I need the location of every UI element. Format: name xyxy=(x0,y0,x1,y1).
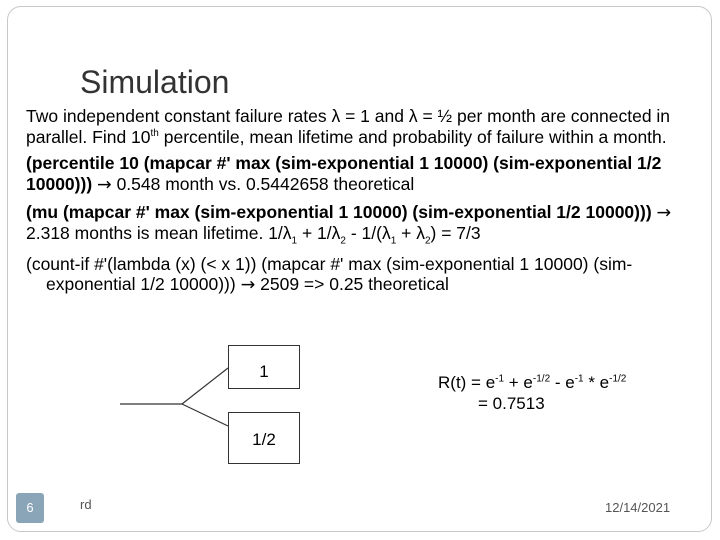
percentile-result: 0.548 month vs. 0.5442658 theoretical xyxy=(111,173,415,194)
component-box-bottom: 1/2 xyxy=(228,412,300,464)
reliability-line-2: = 0.7513 xyxy=(478,394,545,414)
arrow-icon: → xyxy=(656,202,672,223)
count-line xyxy=(26,254,696,296)
reliability-formula xyxy=(438,372,626,415)
footer-author: rd xyxy=(80,497,92,512)
mean-line: (mu (mapcar #' max (sim-exponential 1 10000) (sim-exponential 1/2 10000))) → 2.318 months is mean lifetime. $1/\lambda_1 + 1/\lambda_2 - 1/(\lambda_1 + \lambda_2) = 7/3$ xyxy=(26,201,672,247)
component-box-top: 1 xyxy=(228,345,300,389)
slide-title: Simulation xyxy=(80,64,230,100)
arrow-icon: → xyxy=(97,174,112,195)
lower-branch-line xyxy=(182,404,228,426)
arrow-icon: → xyxy=(240,275,256,296)
upper-branch-line xyxy=(182,368,228,404)
percentile-line xyxy=(26,153,696,195)
reliability-line-1: $R(t) = e^{-1} + e^{-1/2} - e^{-1} * e^{-1/2}$ xyxy=(438,373,627,392)
percentile-code: (percentile 10 (mapcar #' max (sim-exponential 1 10000) (sim-exponential 1/2 10000))) xyxy=(26,153,662,194)
footer-date: 12/14/2021 xyxy=(605,500,671,515)
count-code: (count-if #'(lambda (x) (< x 1)) (mapcar #' max (sim-exponential 1 10000) (sim-exponential 1/2 10000))) xyxy=(26,253,633,295)
slide-body xyxy=(26,106,696,302)
mean-code: (mu (mapcar #' max (sim-exponential 1 10000) (sim-exponential 1/2 10000))) xyxy=(26,201,652,222)
intro-paragraph: Two independent constant failure rates λ = 1 and λ = ½ per month are connected in parallel. Find 10th percentile, mean lifetime and probability of failure within a month. xyxy=(26,106,671,147)
page-number-badge: 6 xyxy=(16,493,44,523)
count-result: 2509 => 0.25 theoretical xyxy=(255,274,449,295)
